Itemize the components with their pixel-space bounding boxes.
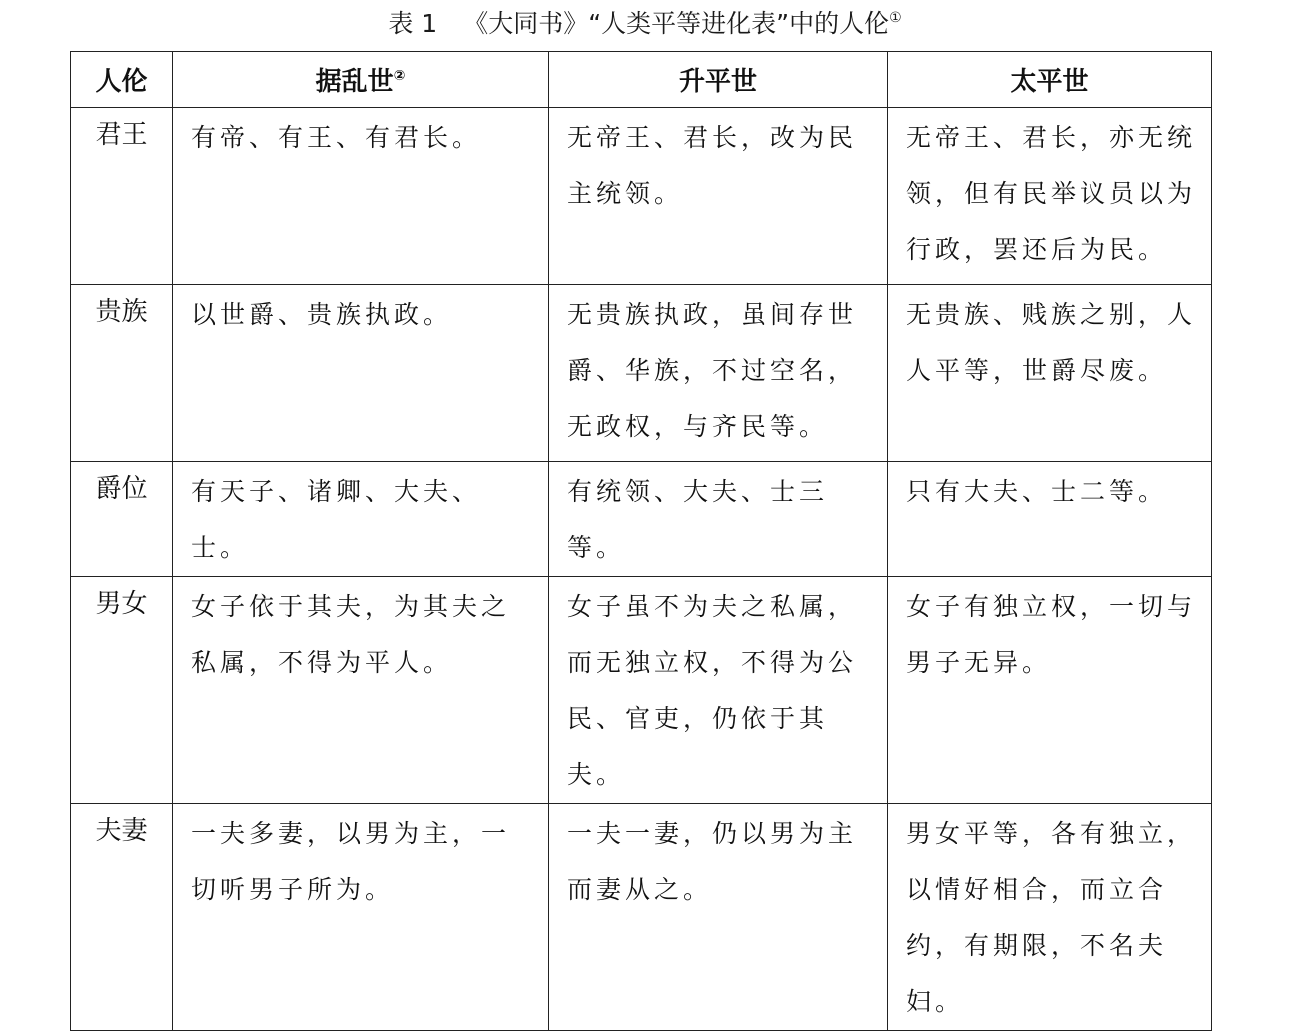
table-cell: 无帝王、君长，改为民主统领。 — [549, 108, 888, 285]
table-row — [71, 462, 1212, 577]
table-cell: 以世爵、贵族执政。 — [173, 285, 549, 462]
footnote-mark-1: ① — [889, 10, 902, 26]
table-cell: 无帝王、君长，亦无统领，但有民举议员以为行政，罢还后为民。 — [888, 108, 1212, 285]
table-row — [71, 285, 1212, 462]
header-row — [71, 52, 1212, 108]
header-shengpingshi: 升平世 — [549, 52, 888, 108]
row-label: 爵位 — [71, 462, 173, 577]
table-cell: 男女平等，各有独立，以情好相合，而立合约，有期限，不名夫妇。 — [888, 804, 1212, 1031]
header-juluanshi-label: 据乱世 — [315, 67, 394, 97]
table-cell: 只有大夫、士二等。 — [888, 462, 1212, 577]
table-title: 《大同书》“人类平等进化表”中的人伦 — [463, 9, 890, 38]
table-cell: 无贵族、贱族之别，人人平等，世爵尽废。 — [888, 285, 1212, 462]
table-cell: 一夫多妻，以男为主，一切听男子所为。 — [173, 804, 549, 1031]
table-row — [71, 804, 1212, 1031]
table-cell: 有帝、有王、有君长。 — [173, 108, 549, 285]
table-cell: 有统领、大夫、士三等。 — [549, 462, 888, 577]
row-label: 男女 — [71, 577, 173, 804]
table-row — [71, 108, 1212, 285]
table-cell: 女子依于其夫，为其夫之私属，不得为平人。 — [173, 577, 549, 804]
table-caption — [0, 4, 1290, 44]
table-cell: 一夫一妻，仍以男为主而妻从之。 — [549, 804, 888, 1031]
ethics-table — [70, 51, 1212, 1031]
table-row — [71, 577, 1212, 804]
header-juluanshi — [173, 52, 549, 108]
table-cell: 女子有独立权，一切与男子无异。 — [888, 577, 1212, 804]
table-number: 表 1 — [388, 9, 438, 38]
table-cell: 有天子、诸卿、大夫、士。 — [173, 462, 549, 577]
header-ethics: 人伦 — [71, 52, 173, 108]
row-label: 夫妻 — [71, 804, 173, 1031]
row-label: 君王 — [71, 108, 173, 285]
footnote-mark-2: ② — [393, 68, 406, 84]
header-taipingshi: 太平世 — [888, 52, 1212, 108]
table-cell: 女子虽不为夫之私属，而无独立权，不得为公民、官吏，仍依于其夫。 — [549, 577, 888, 804]
table-cell: 无贵族执政，虽间存世爵、华族，不过空名，无政权，与齐民等。 — [549, 285, 888, 462]
row-label: 贵族 — [71, 285, 173, 462]
